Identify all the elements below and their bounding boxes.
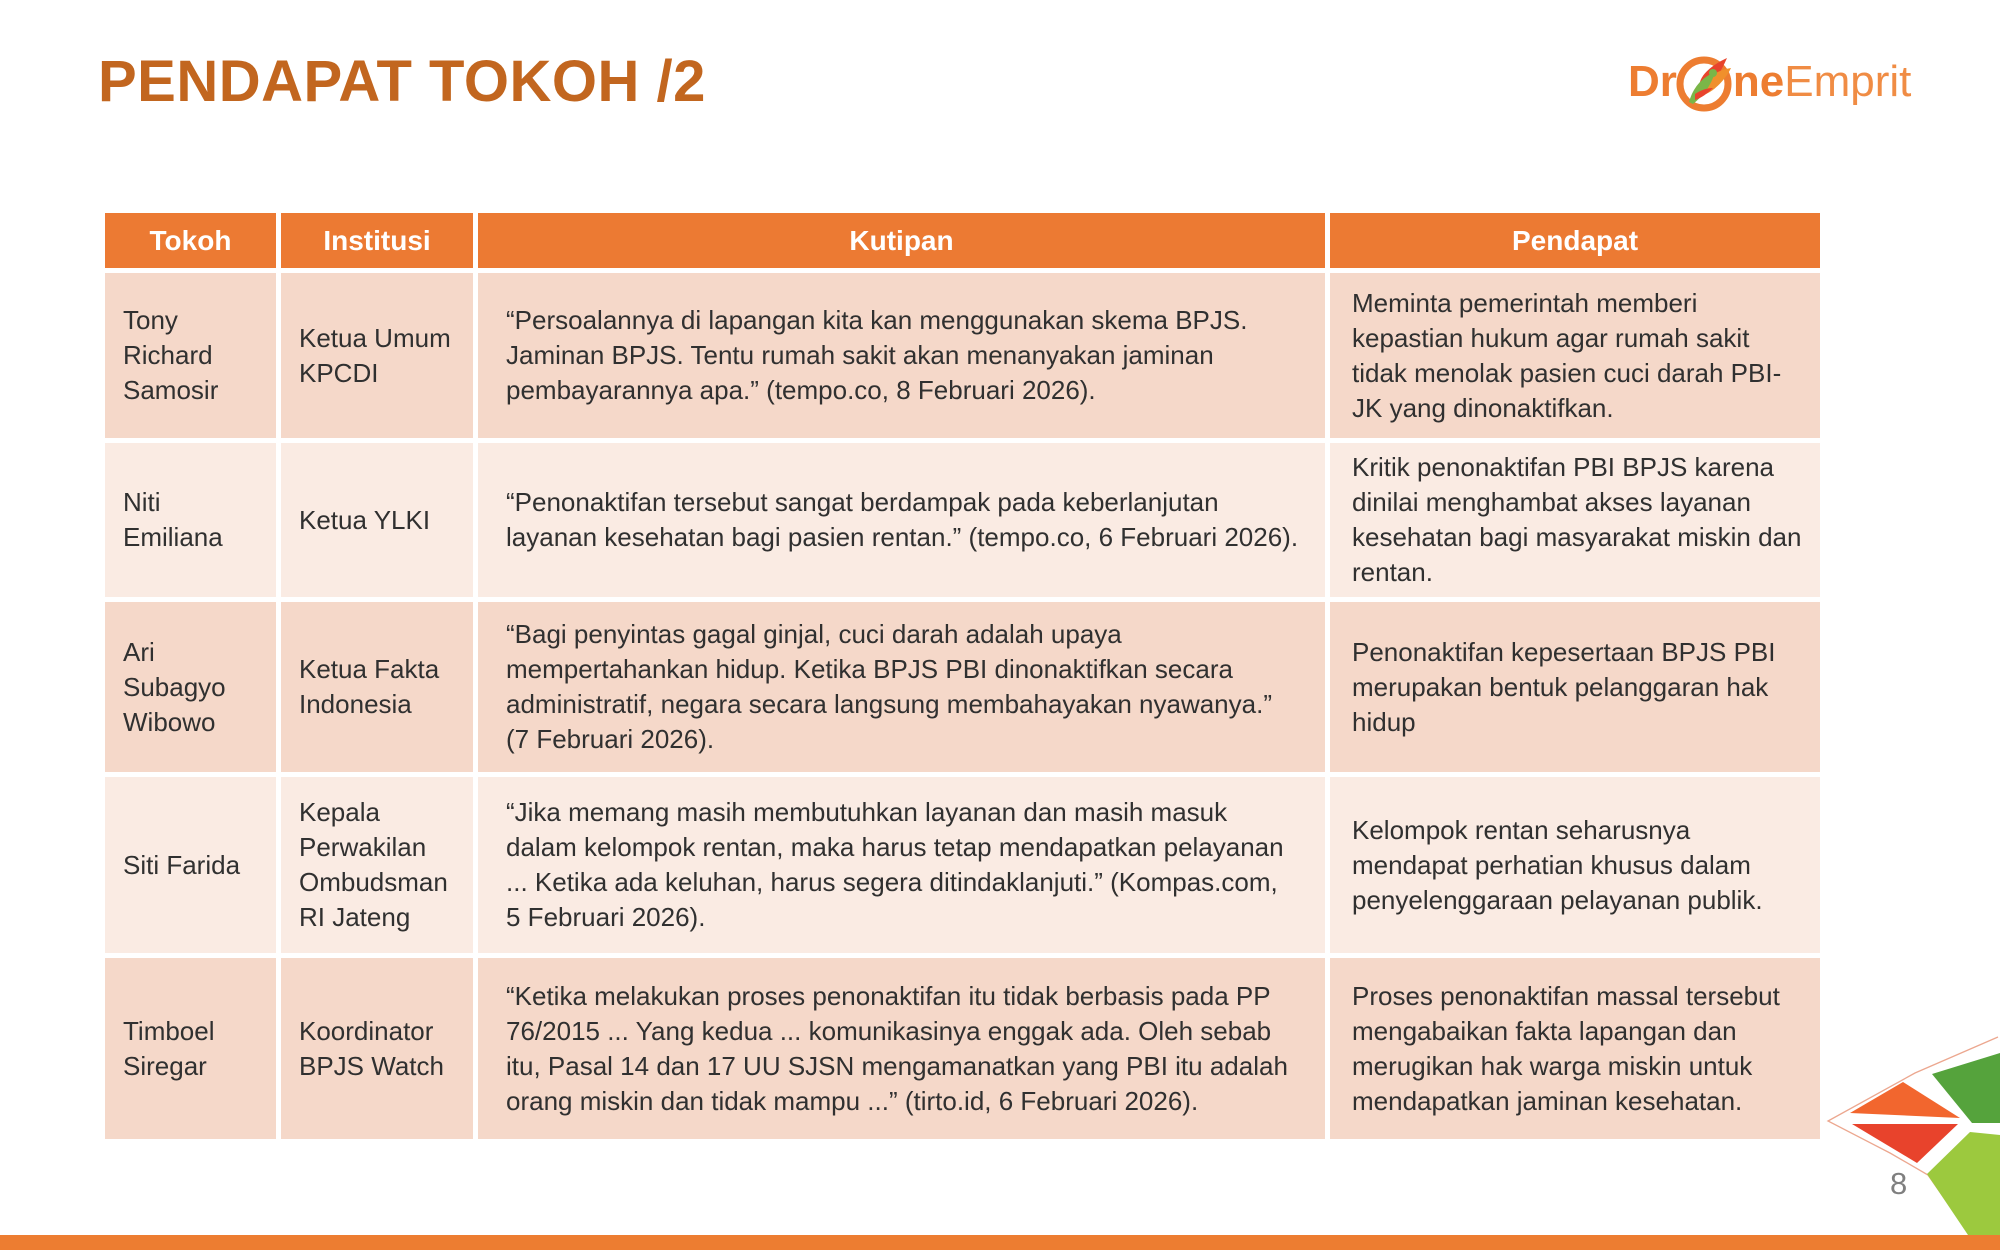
kutipan-cell: “Bagi penyintas gagal ginjal, cuci darah adalah upaya mempertahankan hidup. Ketika BPJS PBI dinonaktifkan secara administratif, negara secara langsung membahayakan nyawanya.” (7 Februari 2026). — [478, 602, 1325, 772]
page-title: PENDAPAT TOKOH /2 — [98, 49, 706, 114]
pendapat-cell: Kritik penonaktifan PBI BPJS karena dinilai menghambat akses layanan kesehatan bagi masyarakat miskin dan rentan. — [1330, 443, 1820, 597]
tokoh-cell: Timboel Siregar — [105, 958, 276, 1139]
footer-accent-bar — [0, 1235, 2000, 1250]
droneemprit-bird-icon — [1675, 50, 1735, 114]
droneemprit-logo — [1628, 50, 1911, 114]
pendapat-cell: Penonaktifan kepesertaan BPJS PBI merupakan bentuk pelanggaran hak hidup — [1330, 602, 1820, 772]
institusi-cell: Ketua YLKI — [281, 443, 473, 597]
pendapat-cell: Proses penonaktifan massal tersebut mengabaikan fakta lapangan dan merugikan hak warga miskin untuk mendapatkan jaminan kesehatan. — [1330, 958, 1820, 1139]
logo-text-dr: Dr — [1628, 57, 1677, 106]
logo-text-emprit: Emprit — [1784, 57, 1912, 106]
kutipan-cell: “Persoalannya di lapangan kita kan menggunakan skema BPJS. Jaminan BPJS. Tentu rumah sakit akan menanyakan jaminan pembayarannya apa.” (tempo.co, 8 Februari 2026). — [478, 273, 1325, 438]
page-number: 8 — [1890, 1166, 1908, 1201]
column-header-tokoh: Tokoh — [105, 213, 276, 268]
logo-text-ne: ne — [1732, 57, 1785, 106]
pendapat-cell: Kelompok rentan seharusnya mendapat perhatian khusus dalam penyelenggaraan pelayanan publik. — [1330, 777, 1820, 953]
tokoh-cell: Tony Richard Samosir — [105, 273, 276, 438]
column-header-pendapat: Pendapat — [1330, 213, 1820, 268]
institusi-cell: Kepala Perwakilan Ombudsman RI Jateng — [281, 777, 473, 953]
tokoh-cell: Ari Subagyo Wibowo — [105, 602, 276, 772]
column-header-institusi: Institusi — [281, 213, 473, 268]
institusi-cell: Koordinator BPJS Watch — [281, 958, 473, 1139]
corner-decoration-icon — [1820, 1035, 2000, 1235]
pendapat-cell: Meminta pemerintah memberi kepastian hukum agar rumah sakit tidak menolak pasien cuci darah PBI-JK yang dinonaktifkan. — [1330, 273, 1820, 438]
column-header-kutipan: Kutipan — [478, 213, 1325, 268]
opinion-table — [105, 213, 1820, 1139]
kutipan-cell: “Penonaktifan tersebut sangat berdampak pada keberlanjutan layanan kesehatan bagi pasien rentan.” (tempo.co, 6 Februari 2026). — [478, 443, 1325, 597]
kutipan-cell: “Ketika melakukan proses penonaktifan itu tidak berbasis pada PP 76/2015 ... Yang kedua ... komunikasinya enggak ada. Oleh sebab itu, Pasal 14 dan 17 UU SJSN mengamanatkan yang PBI itu adalah orang miskin dan tidak mampu ...” (tirto.id, 6 Februari 2026). — [478, 958, 1325, 1139]
kutipan-cell: “Jika memang masih membutuhkan layanan dan masih masuk dalam kelompok rentan, maka harus tetap mendapatkan pelayanan ... Ketika ada keluhan, harus segera ditindaklanjuti.” (Kompas.com, 5 Februari 2026). — [478, 777, 1325, 953]
tokoh-cell: Niti Emiliana — [105, 443, 276, 597]
institusi-cell: Ketua Umum KPCDI — [281, 273, 473, 438]
tokoh-cell: Siti Farida — [105, 777, 276, 953]
institusi-cell: Ketua Fakta Indonesia — [281, 602, 473, 772]
